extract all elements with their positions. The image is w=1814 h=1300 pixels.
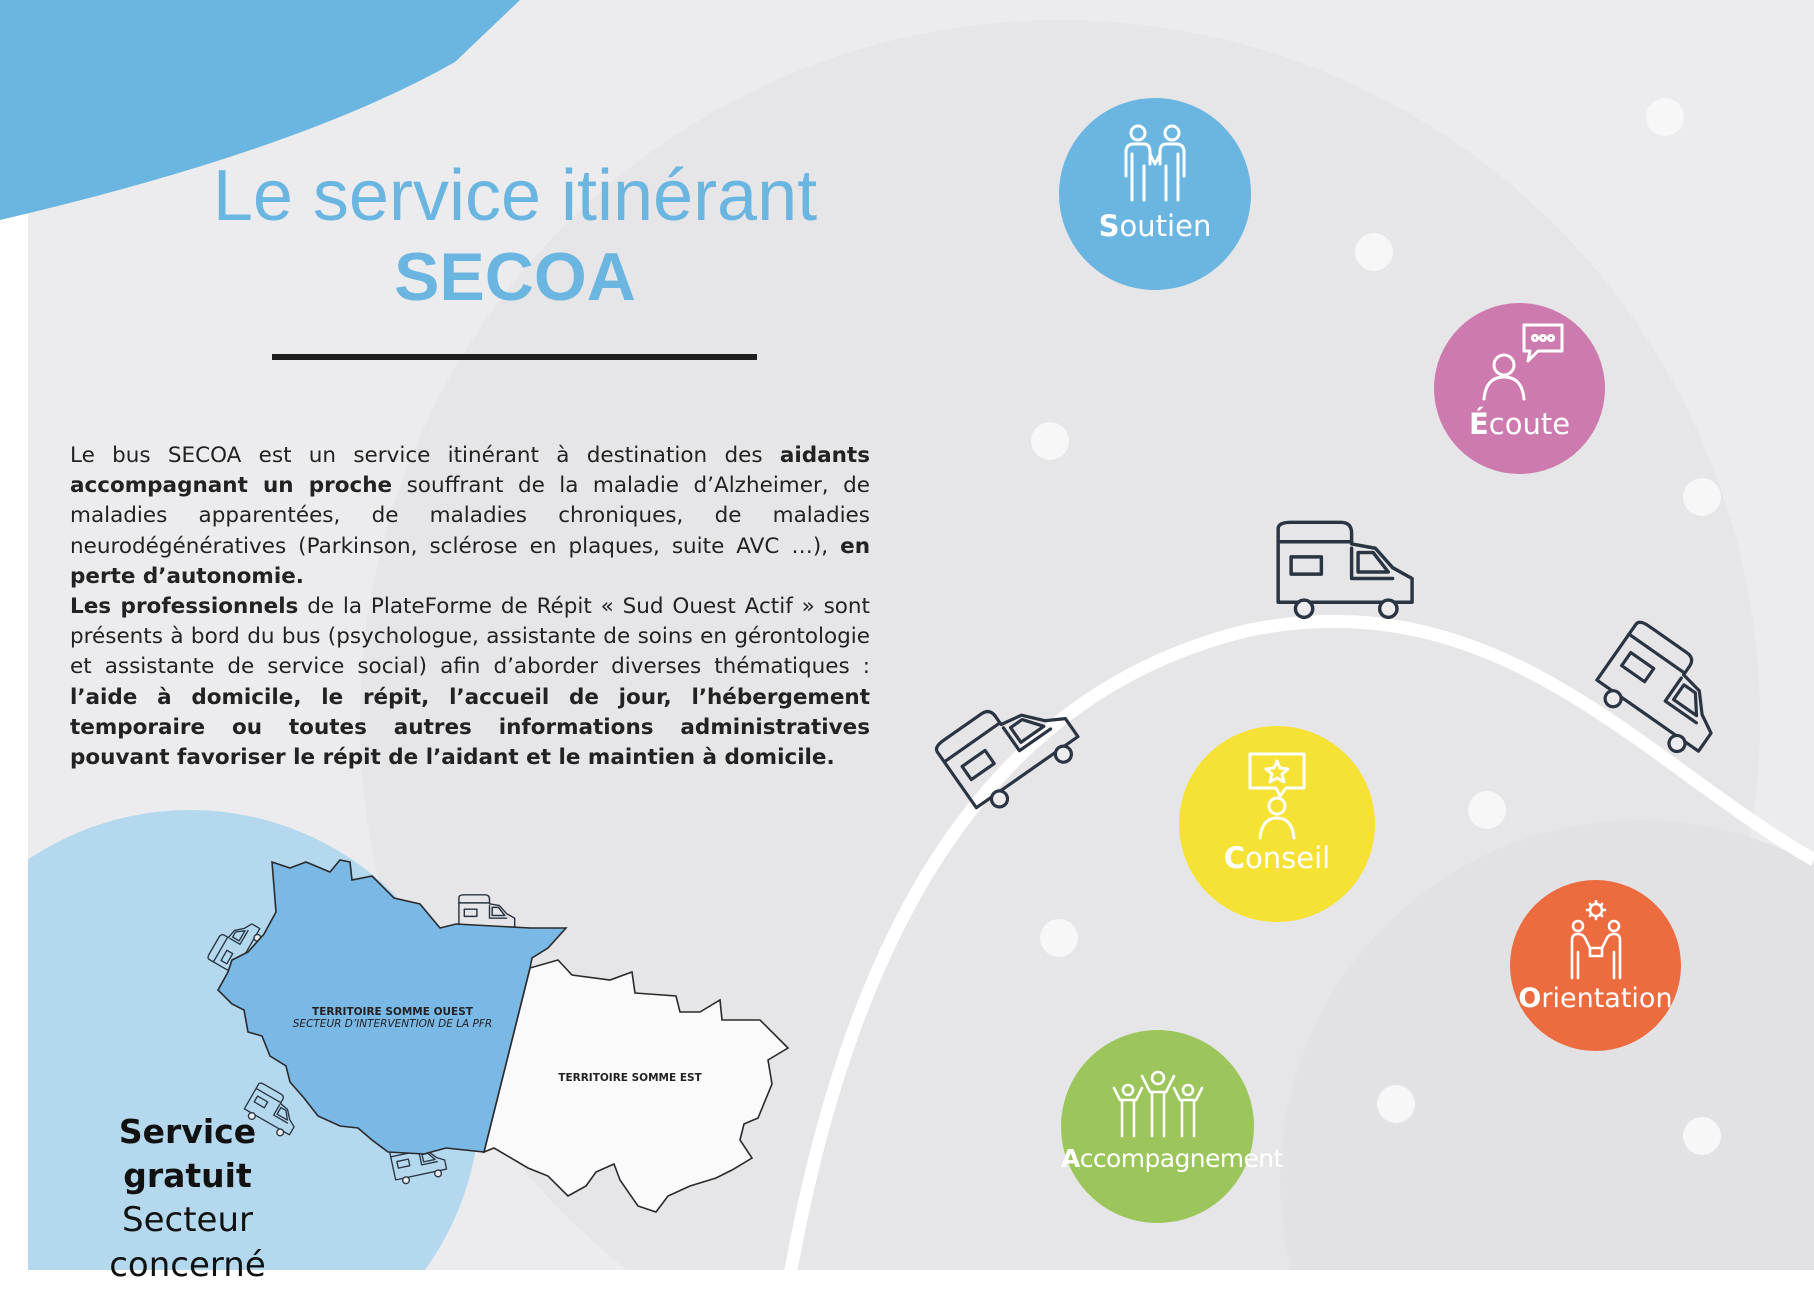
territory-east-shape: [484, 960, 788, 1212]
badge-rest-text: rientation: [1541, 983, 1673, 1014]
person-star-bubble-icon: [1246, 750, 1308, 840]
text-span: Le bus SECOA est un service itinérant à destination des: [70, 443, 780, 468]
people-gear-icon: [1568, 900, 1624, 980]
badge-first-letter: C: [1223, 841, 1246, 875]
sector-label-line2: concerné: [109, 1245, 266, 1285]
badge-label: [1179, 841, 1375, 875]
badge-label: [1434, 407, 1605, 441]
badge-label: [1059, 209, 1251, 243]
badge-rest-text: coute: [1488, 407, 1571, 441]
badge-first-letter: O: [1518, 983, 1542, 1014]
map-west-title: TERRITOIRE SOMME OUEST: [312, 1006, 473, 1018]
badge-first-letter: É: [1468, 407, 1489, 441]
free-service-label: Service gratuit: [118, 1112, 257, 1195]
text-span: souffrant de la maladie d’Alzheimer, de maladies apparentées, de maladies chroniques, de maladies neurodégénératives (Parkinson, sclérose en plaques, suite AVC …),: [70, 473, 870, 559]
sector-label-line1: Secteur: [122, 1200, 253, 1240]
badge-conseil: [1179, 726, 1375, 922]
badge-accompagnement: [1061, 1030, 1283, 1223]
person-speech-bubble-icon: [1480, 321, 1566, 401]
map-west-subtitle: SECTEUR D’INTERVENTION DE LA PFR: [292, 1018, 493, 1030]
text-span: de la PlateForme de Répit « Sud Ouest Actif » sont présents à bord du bus (psychologue, assistante de soins en gérontologie et assistante de service social) afin d’aborder diverses thématiques :: [70, 594, 870, 680]
text-bold: Les professionnels: [70, 594, 299, 619]
group-hands-up-icon: [1112, 1070, 1204, 1138]
badge-ecoute: [1434, 303, 1605, 474]
badge-first-letter: S: [1098, 209, 1120, 243]
title-line-1: Le service itinérant: [212, 156, 818, 236]
map-label-east: TERRITOIRE SOMME EST: [558, 1072, 702, 1084]
badge-label: [1510, 983, 1681, 1014]
badge-rest-text: onseil: [1245, 841, 1331, 875]
text-bold: l’aide à domicile, le répit, l’accueil de jour, l’hébergement temporaire ou toutes autres informations administratives pouvant favoriser le répit de l’aidant et le maintien à domicile.: [70, 684, 870, 771]
badge-label: [1061, 1144, 1283, 1173]
title-line-2: SECOA: [394, 239, 636, 315]
badge-rest-text: outien: [1119, 209, 1212, 243]
text-bold: en perte d’autonomie.: [70, 533, 870, 589]
text-bold: aidants accompagnant un proche: [70, 443, 870, 499]
two-people-icon: [1120, 124, 1190, 204]
badge-rest-text: ccompagnement: [1079, 1144, 1283, 1173]
map-label-west: [270, 1006, 515, 1030]
badge-soutien: [1059, 98, 1251, 290]
service-gratuit-block: [60, 1110, 315, 1288]
badge-first-letter: A: [1061, 1144, 1080, 1173]
badge-orientation: [1510, 880, 1681, 1051]
